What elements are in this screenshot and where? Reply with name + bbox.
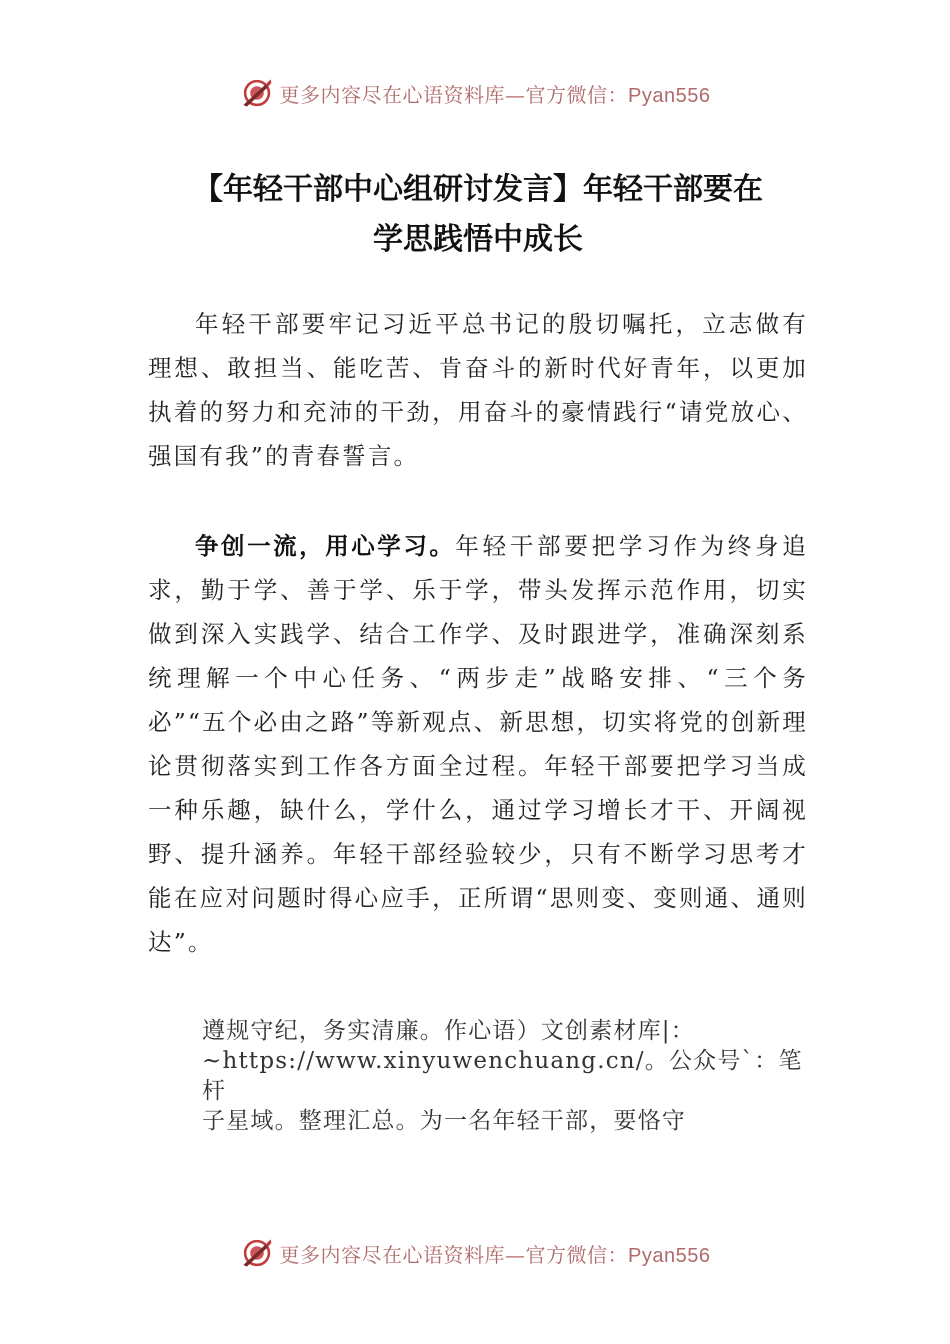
note-line-3: 子星域。整理汇总。为一名年轻干部，要恪守 [202, 1108, 686, 1134]
red-circle-pen-logo-icon [240, 1236, 274, 1270]
title-line-2: 学思践悟中成长 [373, 222, 583, 257]
paragraph-intro: 年轻干部要牢记习近平总书记的殷切嘱托，立志做有理想、敢担当、能吃苦、肯奋斗的新时代好青年，以更加执着的努力和充沛的干劲，用奋斗的豪情践行“请党放心、强国有我”的青春誓言。 [148, 310, 808, 470]
header-watermark [0, 76, 950, 110]
note-line-2: ~https://www.xinyuwenchuang.cn/。公众号`：笔杆 [202, 1048, 803, 1104]
watermark-text: 更多内容尽在心语资料库—官方微信： [279, 82, 629, 107]
document-title [148, 165, 808, 265]
watermark-wechat-id: Pyan556 [628, 84, 711, 107]
watermark-text: 更多内容尽在心语资料库—官方微信： [279, 1242, 629, 1267]
watermark-wechat-id: Pyan556 [628, 1244, 711, 1267]
note-line-1: 遵规守纪，务实清廉。作心语）文创素材库|： [202, 1018, 695, 1044]
title-line-1: 【年轻干部中心组研讨发言】年轻干部要在 [193, 172, 763, 207]
paragraph-study-body: 年轻干部要把学习作为终身追求，勤于学、善于学、乐于学，带头发挥示范作用，切实做到深入实践学、结合工作学、及时跟进学，准确深刻系统理解一个中心任务、“两步走”战略安排、“三个务必”“五个必由之路”等新观点、新思想，切实将党的创新理论贯彻落实到工作各方面全过程。年轻干部要把学习当成一种乐趣，缺什么，学什么，通过学习增长才干、开阔视野、提升涵养。年轻干部经验较少，只有不断学习思考才能在应对问题时得心应手，正所谓“思则变、变则通、通则达”。 [148, 532, 808, 956]
source-note [202, 1016, 822, 1136]
paragraph-study [148, 524, 808, 964]
paragraph-lead-heading: 争创一流，用心学习。 [195, 532, 456, 560]
footer-watermark [0, 1236, 950, 1270]
red-circle-pen-logo-icon [240, 76, 274, 110]
